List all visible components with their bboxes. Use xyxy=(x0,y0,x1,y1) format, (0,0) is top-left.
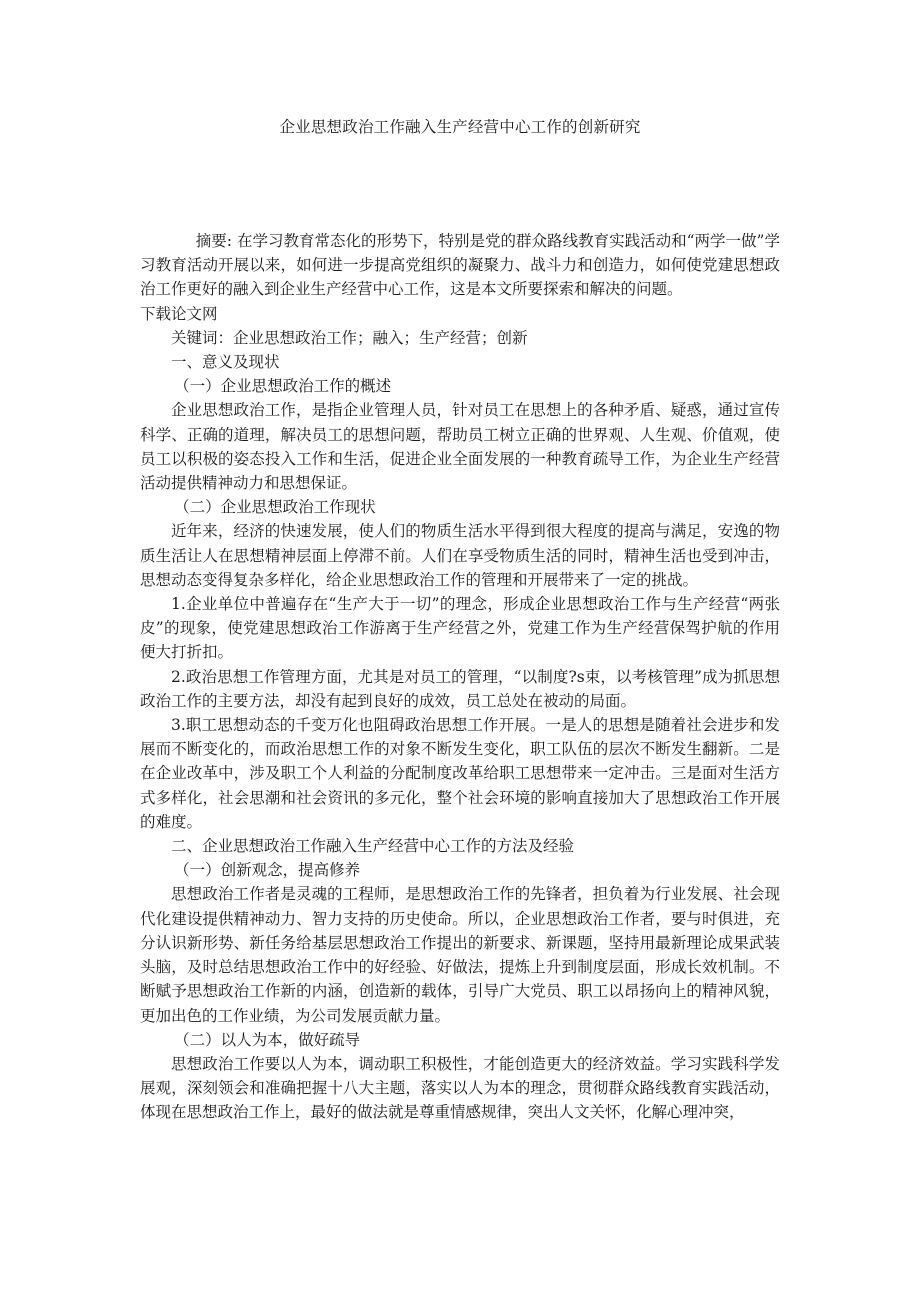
section-2-2-heading: （二）以人为本，做好疏导 xyxy=(174,1030,361,1049)
section-1-2-item-2: 2.政治思想工作管理方面，尤其是对员工的管理，“以制度?s束，以考核管理”成为抓思想政治工作的主要方法，却没有起到良好的成效，员工总处在被动的局面。 xyxy=(140,667,780,710)
keywords-line: 关键词：企业思想政治工作；融入；生产经营；创新 xyxy=(171,328,528,347)
section-1-1-heading: （一）企业思想政治工作的概述 xyxy=(174,377,392,396)
document-title: 企业思想政治工作融入生产经营中心工作的创新研究 xyxy=(279,118,641,136)
source-line: 下载论文网 xyxy=(140,304,218,323)
section-2-2-paragraph: 思想政治工作要以人为本，调动职工积极性，才能创造更大的经济效益。学习实践科学发展观，深刻领会和准确把握十八大主题，落实以人为本的理念，贯彻群众路线教育实践活动，体现在思想政治工作上，最好的做法就是尊重情感规律，突出人文关怀，化解心理冲突， xyxy=(140,1054,780,1122)
document-body xyxy=(140,229,780,1125)
section-1-2-item-1: 1.企业单位中普遍存在“生产大于一切”的理念，形成企业思想政治工作与生产经营“两张皮”的现象，使党建思想政治工作游离于生产经营之外，党建工作为生产经营保驾护航的作用便大打折扣。 xyxy=(140,595,780,662)
section-1-2-heading: （二）企业思想政治工作现状 xyxy=(174,498,376,517)
abstract-paragraph: 摘要: 在学习教育常态化的形势下，特别是党的群众路线教育实践活动和“两学一做”学习教育活动开展以来，如何进一步提高党组织的凝聚力、战斗力和创造力，如何使党建思想政治工作更好的融入到企业生产经营中心工作，这是本文所要探索和解决的问题。 xyxy=(140,232,780,299)
section-1-2-paragraph: 近年来，经济的快速发展，使人们的物质生活水平得到很大程度的提高与满足，安逸的物质生活让人在思想精神层面上停滞不前。人们在享受物质生活的同时，精神生活也受到冲击，思想动态变得复杂多样化，给企业思想政治工作的管理和开展带来了一定的挑战。 xyxy=(140,522,780,589)
section-2-1-paragraph: 思想政治工作者是灵魂的工程师，是思想政治工作的先锋者，担负着为行业发展、社会现代化建设提供精神动力、智力支持的历史使命。所以，企业思想政治工作者，要与时俱进，充分认识新形势、新任务给基层思想政治工作提出的新要求、新课题，坚持用最新理论成果武装头脑，及时总结思想政治工作中的好经验、好做法，提炼上升到制度层面，形成长效机制。不断赋予思想政治工作新的内涵，创造新的载体，引导广大党员、职工以昂扬向上的精神风貌，更加出色的工作业绩，为公司发展贡献力量。 xyxy=(140,885,780,1025)
section-1-heading: 一、意义及现状 xyxy=(171,353,280,372)
section-1-1-paragraph: 企业思想政治工作，是指企业管理人员，针对员工在思想上的各种矛盾、疑惑，通过宣传科学、正确的道理，解决员工的思想问题，帮助员工树立正确的世界观、人生观、价值观，使员工以积极的姿态投入工作和生活，促进企业全面发展的一种教育疏导工作，为企业生产经营活动提供精神动力和思想保证。 xyxy=(140,401,780,493)
section-2-heading: 二、企业思想政治工作融入生产经营中心工作的方法及经验 xyxy=(171,837,575,856)
section-2-1-heading: （一）创新观念，提高修养 xyxy=(174,861,361,880)
section-1-2-item-3: 3.职工思想动态的千变万化也阻碍政治思想工作开展。一是人的思想是随着社会进步和发展而不断变化的，而政治思想工作的对象不断发生变化，职工队伍的层次不断发生翻新。二是在企业改革中，涉及职工个人利益的分配制度改革给职工思想带来一定冲击。三是面对生活方式多样化，社会思潮和社会资讯的多元化，整个社会环境的影响直接加大了思想政治工作开展的难度。 xyxy=(140,716,780,831)
